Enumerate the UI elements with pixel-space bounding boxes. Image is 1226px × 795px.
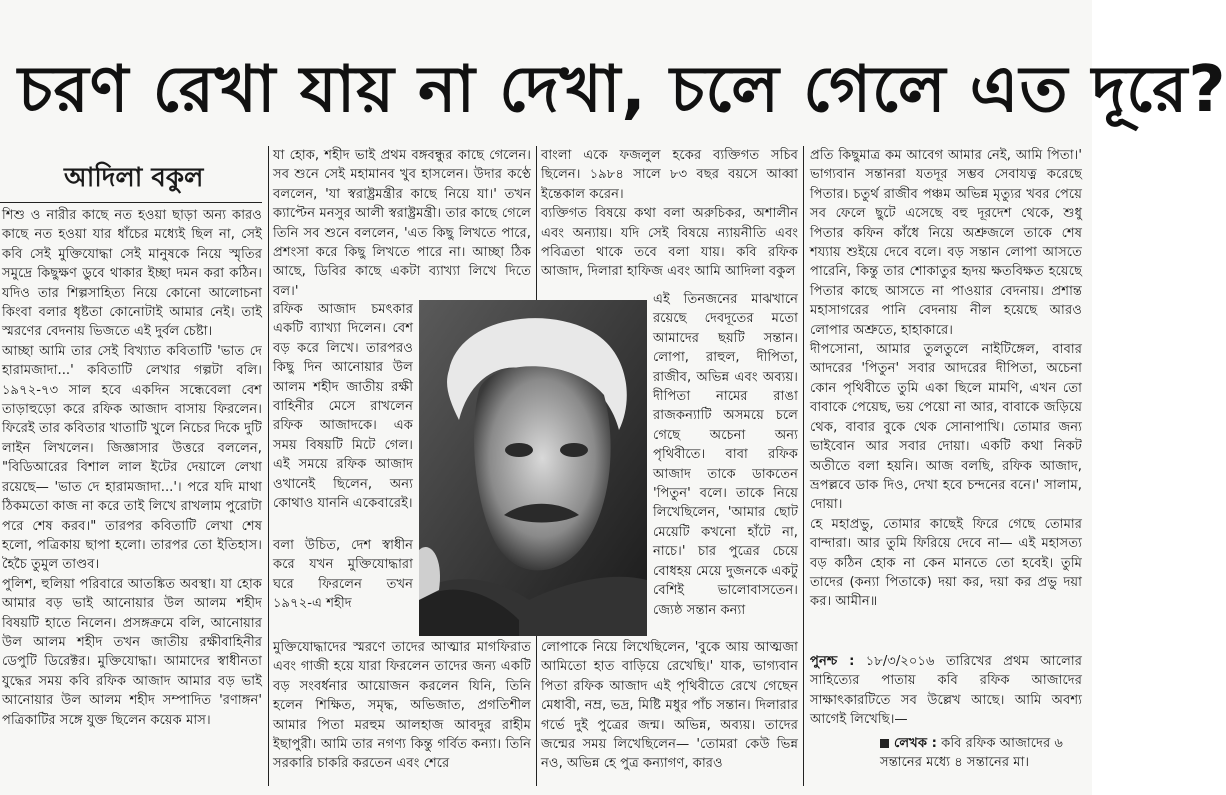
column-3-bottom — [541, 638, 798, 788]
paragraph: এই তিনজনের মাঝখানে রয়েছে দেবদূতের মতো আমাদের ছয়টি সন্তান। লোপা, রাহুল, দীপিতা, রাজীব, অভিন্ন এবং অব্যয়। দীপিতা নামের রাঙা রাজকন্যাটি অসময়ে চলে গেছে অচেনা অন্য পৃথিবীতে। বাবা রফিক আজাদ তাকে ডাকতেন 'পিতুন' বলে। তাকে নিয়ে লিখেছিলেন, 'আমার ছোট মেয়েটি কখনো হাঁটে না, নাচে।' চার পুত্রের চেয়ে বোধহয় মেয়ে দুজনকে একটু বেশিই ভালোবাসতেন। জ্যেষ্ঠ সন্তান কন্যা — [653, 292, 798, 618]
portrait-photo-icon — [419, 300, 647, 636]
column-3-top — [541, 146, 798, 286]
writer-text: কবি রফিক আজাদের ৬ সন্তানের মধ্যে ৪ সন্তানের মা। — [880, 736, 1063, 771]
postscript-label: পুনশ্চ : — [810, 654, 855, 669]
paragraph: বাংলা একে ফজলুল হকের ব্যক্তিগত সচিব ছিলেন। ১৯৮৪ সালে ৮৩ বছর বয়সে আব্বা ইন্তেকাল করেন। — [541, 148, 798, 202]
column-2-bottom — [273, 638, 531, 788]
writer-label: লেখক : — [894, 736, 937, 751]
byline: আদিলা বকুল — [64, 163, 204, 193]
paragraph: যা হোক, শহীদ ভাই প্রথম বঙ্গবন্ধুর কাছে গেলেন। সব শুনে সেই মহামানব খুব হাসলেন। উদার কণ্ঠে বললেন, 'যা স্বরাষ্ট্রমন্ত্রীর কাছে নিয়ে যা।' তখন ক্যাপ্টেন মনসুর আলী স্বরাষ্ট্রমন্ত্রী। তার কাছে গেলে তিনি সব শুনে বললেন, 'এত কিছু লিখতে পারে, প্রশংসা করে কিছু লিখতে পারে না। আচ্ছা ঠিক আছে, ডিবির কাছে একটা ব্যাখ্যা লিখে দিতে বল।' — [273, 148, 531, 299]
paragraph: লোপাকে নিয়ে লিখেছিলেন, 'বুকে আয় আত্মজা আমিতো হাত বাড়িয়ে রেখেছি।' যাক, ভাগ্যবান পিতা রফিক আজাদ এই পৃথিবীতে রেখে গেছেন মেধাবী, নম্র, ভদ্র, মিষ্টি মধুর পাঁচ সন্তান। দিলারার গর্ভে দুই পুত্রের জন্ম। অভিন্ন, অব্যয়। তাদের জন্মের সময় লিখেছিলেন— 'তোমরা কেউ ভিন্ন নও, অভিন্ন হে পুত্র কন্যাগণ, কারও — [541, 640, 798, 772]
column-4 — [810, 146, 1082, 646]
paragraph: দীপসোনা, আমার তুলতুলে নাইটিঙ্গেল, বাবার আদরের 'পিতুন' সবার আদরের দীপিতা, অচেনা কোন পৃথিবীতে তুমি একা ছিলে মামণি, এখন তো বাবাকে পেয়েছ, ভয় পেয়ো না আর, বাবাকে জড়িয়ে থেক, বাবার বুকে থেক সোনাপাখি। তোমার জন্য ভাইবোন আর সবার দোয়া। একটি কথা নিকট অতীতে বলা হয়নি। আজ বলছি, রফিক আজাদ, ভ্রপল্লবে ডাক দিও, দেখা হবে চন্দনের বনে।' সালাম, দোয়া। — [810, 342, 1082, 513]
paragraph: প্রতি কিছুমাত্র কম আবেগ আমার নেই, আমি পিতা।' ভাগ্যবান সন্তানরা যতদূর সম্ভব সেবাযত্ন করেছে পিতার। চতুর্থ রাজীব পঞ্চম অভিন্ন মৃত্যুর খবর পেয়ে সব ফেলে ছুটে এসেছে বহু দূরদেশ থেকে, শুধু পিতার কফিন কাঁধে নিয়ে অশ্রুজলে তাকে শেষ শয্যায় শুইয়ে দেবে বলে। বড় সন্তান লোপা আসতে পারেনি, কিন্তু তার শোকাতুর হৃদয় ক্ষতবিক্ষত হয়েছে পিতার কাছে আসতে না পাওয়ার বেদনায়। প্রশান্ত মহাসাগরের পানি বেদনায় নীল হয়েছে আরও লোপার অশ্রুতে, হাহাকারে। — [810, 148, 1082, 338]
column-2-side — [273, 300, 413, 534]
portrait-photo — [419, 300, 647, 636]
postscript — [810, 652, 1082, 732]
postscript-text: ১৮/৩/২০১৬ তারিখের প্রথম আলোর সাহিত্যের পাতায় কবি রফিক আজাদের সাক্ষাৎকারটিতে সব উল্লেখ আছে। আমি অবশ্য আগেই লিখেছি।— — [810, 654, 1082, 728]
paragraph: ব্যক্তিগত বিষয়ে কথা বলা অরুচিকর, অশালীন এবং অন্যায়। যদি সেই বিষয়ে ন্যায়নীতি এবং পবিত্রতা থাকে তবে বলা যায়। কবি রফিক আজাদ, দিলারা হাফিজ এবং আমি আদিলা বকুল — [541, 206, 798, 280]
column-2-side-2 — [273, 536, 413, 636]
column-1 — [2, 206, 262, 786]
writer-note — [880, 734, 1082, 792]
paragraph: আচ্ছা আমি তার সেই বিখ্যাত কবিতাটি 'ভাত দে হারামজাদা...' কবিতাটি লেখার গল্পটা বলি। ১৯৭২-৭৩ সাল হবে একদিন সন্ধেবেলা বেশ তাড়াহুড়ো করে রফিক আজাদ বাসায় ফিরলেন। ফিরেই তার কবিতার খাতাটি খুলে নিচের দিকে দুটি লাইন লিখলেন। জিজ্ঞাসার উত্তরে বললেন, "বিডিআরের বিশাল লাল ইটের দেয়ালে লেখা রয়েছে— 'ভাত দে হারামজাদা...'। পরে যদি মাথা ঠিকমতো কাজ না করে তাই লিখে রাখলাম পুরোটা পরে শেষ করব।" তারপর কবিতাটি লেখা শেষ হলো, পত্রিকায় ছাপা হলো। তারপর তো ইতিহাস। হৈচৈ তুমুল তাণ্ডব। — [2, 343, 262, 573]
column-3-side — [653, 290, 798, 636]
paragraph: বলা উচিত, দেশ স্বাধীন করে যখন মুক্তিযোদ্ধারা ঘরে ফিরলেন তখন ১৯৭২-এ শহীদ — [273, 538, 413, 612]
column-divider — [268, 146, 269, 786]
square-bullet-icon — [880, 739, 889, 748]
column-divider — [803, 146, 804, 786]
byline-underline — [0, 202, 262, 203]
headline: চরণ রেখা যায় না দেখা, চলে গেলে এত দূরে? — [18, 53, 1226, 127]
paragraph: শিশু ও নারীর কাছে নত হওয়া ছাড়া অন্য কারও কাছে নত হওয়া যার ধাঁচের মধ্যেই ছিল না, সেই কবি সেই মুক্তিযোদ্ধা সেই মানুষকে নিয়ে স্মৃতির সমুদ্রে কিছুক্ষণ ডুবে থাকার ইচ্ছা দমন করা কঠিন। যদিও তার শিল্পসাহিত্য নিয়ে কোনো আলোচনা কিংবা বলার ধৃষ্টতা কোনোটাই আমার নেই। তাই স্মরণের বেদনায় ভিজতে এই দুর্বল চেষ্টা। — [2, 208, 262, 340]
paragraph: মুক্তিযোদ্ধাদের স্মরণে তাদের আত্মার মাগফিরাত এবং গাজী হয়ে যারা ফিরলেন তাদের জন্য একটি বড় সংবর্ধনার আয়োজন করলেন যিনি, তিনি হলেন শিক্ষিত, সমৃদ্ধ, অভিজাত, প্রগতিশীল আমার পিতা মরহুম আলহাজ আবদুর রাহীম ইছাপুরী। আমি তার নগণ্য কিন্তু গর্বিত কন্যা। তিনি সরকারি চাকরি করতেন এবং শেরে — [273, 640, 531, 772]
paragraph: হে মহাপ্রভু, তোমার কাছেই ফিরে গেছে তোমার বান্দারা। আর তুমি ফিরিয়ে দেবে না— এই মহাসত্য বড় কঠিন হোক না কেন মানতে তো হবেই। তুমি তাদের (কন্যা পিতাকে) দয়া কর, দয়া কর প্রভু দয়া কর। আমীন॥ — [810, 516, 1082, 610]
column-2-top — [273, 146, 531, 300]
paragraph: রফিক আজাদ চমৎকার একটি ব্যাখ্যা দিলেন। বেশ বড় করে লিখে। তারপরও কিছু দিন আনোয়ার উল আলম শহীদ জাতীয় রক্ষী বাহিনীর মেসে রাখলেন রফিক আজাদকে। এক সময় বিষয়টি মিটে গেল। এই সময়ে রফিক আজাদ ওখানেই ছিলেন, অন্য কোথাও যাননি একেবারেই। — [273, 302, 413, 512]
paragraph: পুলিশ, হুলিয়া পরিবারে আতঙ্কিত অবস্থা। যা হোক আমার বড় ভাই আনোয়ার উল আলম শহীদ বিষয়টি হাতে নিলেন। প্রসঙ্গক্রমে বলি, আনোয়ার উল আলম শহীদ তখন জাতীয় রক্ষীবাহিনীর ডেপুটি ডিরেক্টর। মুক্তিযোদ্ধা। আমাদের স্বাধীনতা যুদ্ধের সময় কবি রফিক আজাদ আমার বড় ভাই আনোয়ার উল আলম শহীদ সম্পাদিত 'রণাঙ্গন' পত্রিকাটির সঙ্গে যুক্ত ছিলেন কয়েক মাস। — [2, 576, 262, 728]
